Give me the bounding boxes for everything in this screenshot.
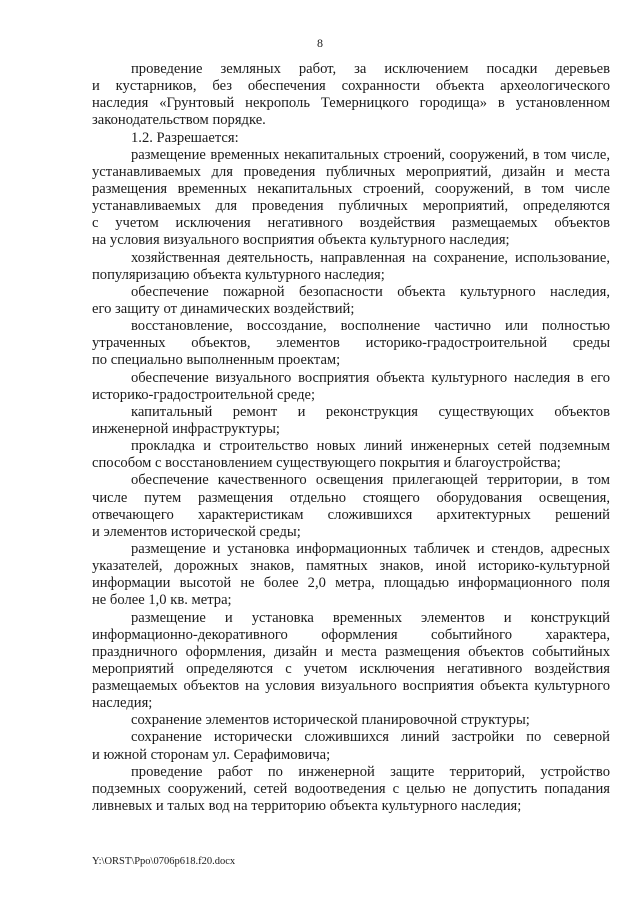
- text-line: размещение временных некапитальных строений, сооружений, в том числе,: [131, 146, 610, 163]
- file-path-footer: Y:\ORST\Ppo\0706p618.f20.docx: [92, 856, 236, 867]
- text-line: и южной сторонам ул. Серафимовича;: [92, 746, 331, 763]
- text-line: капитальный ремонт и реконструкция существующих объектов: [131, 403, 610, 420]
- text-line: ливневых и талых вод на территорию объекта культурного наследия;: [92, 798, 522, 815]
- text-line: восстановление, воссоздание, восполнение частично или полностью: [131, 318, 610, 335]
- body-text: [92, 61, 610, 815]
- text-line: с учетом исключения негативного воздействия размещаемых объектов: [92, 215, 610, 232]
- text-line: сохранение исторически сложившихся линий застройки по северной: [131, 729, 610, 746]
- text-line: размещения временных некапитальных строений, сооружений, в том числе: [92, 180, 610, 197]
- text-line: подземных сооружений, сетей водоотведения с целью не допустить попадания: [92, 780, 610, 797]
- text-line: указателей, дорожных знаков, памятных знаков, иной историко-культурной: [92, 558, 610, 575]
- text-line: наследия;: [92, 695, 153, 712]
- text-line: праздничного оформления, дизайн и места размещения объектов событийных: [92, 643, 610, 660]
- text-line: размещение и установка временных элементов и конструкций: [131, 609, 610, 626]
- text-line: информационно-декоративного оформления событийного характера,: [92, 626, 610, 643]
- text-line: популяризацию объекта культурного наследия;: [92, 266, 385, 283]
- text-line: способом с восстановлением существующего покрытия и благоустройства;: [92, 455, 561, 472]
- text-line: мероприятий определяются с учетом исключения негативного воздействия: [92, 660, 610, 677]
- text-line: утраченных объектов, элементов историко-градостроительной среды: [92, 335, 610, 352]
- text-line: сохранение элементов исторической планировочной структуры;: [131, 712, 530, 729]
- text-line: его защиту от динамических воздействий;: [92, 300, 355, 317]
- text-line: наследия «Грунтовый некрополь Темерницкого городища» в установленном: [92, 95, 610, 112]
- text-line: не более 1,0 кв. метра;: [92, 592, 232, 609]
- text-line: размещаемых объектов на условия визуального восприятия объекта культурного: [92, 678, 610, 695]
- text-line: законодательством порядке.: [92, 112, 266, 129]
- text-line: обеспечение визуального восприятия объекта культурного наследия в его: [131, 369, 610, 386]
- text-line: устанавливаемых для проведения публичных мероприятий, определяются: [92, 198, 610, 215]
- text-line: отвечающего характеристикам сложившихся архитектурных решений: [92, 506, 610, 523]
- text-line: размещение и установка информационных табличек и стендов, адресных: [131, 540, 610, 557]
- text-line: информации высотой не более 2,0 метра, площадью информационного поля: [92, 575, 610, 592]
- text-line: обеспечение пожарной безопасности объекта культурного наследия,: [131, 283, 610, 300]
- page-number: 8: [317, 36, 323, 50]
- text-line: устанавливаемых для проведения публичных мероприятий, дизайн и места: [92, 163, 610, 180]
- text-line: и элементов исторической среды;: [92, 523, 301, 540]
- text-line: по специально выполненным проектам;: [92, 352, 341, 369]
- text-line: хозяйственная деятельность, направленная на сохранение, использование,: [131, 249, 610, 266]
- text-line: и кустарников, без обеспечения сохранности объекта археологического: [92, 78, 610, 95]
- text-line: обеспечение качественного освещения прилегающей территории, в том: [131, 472, 610, 489]
- text-line: на условия визуального восприятия объекта культурного наследия;: [92, 232, 510, 249]
- text-line: 1.2. Разрешается:: [131, 129, 239, 146]
- text-line: проведение работ по инженерной защите территорий, устройство: [131, 763, 610, 780]
- text-line: инженерной инфраструктуры;: [92, 420, 280, 437]
- text-line: проведение земляных работ, за исключением посадки деревьев: [131, 61, 610, 77]
- text-line: числе путем размещения отдельно стоящего оборудования освещения,: [92, 489, 610, 506]
- text-line: прокладка и строительство новых линий инженерных сетей подземным: [131, 438, 610, 455]
- text-line: историко-градостроительной среде;: [92, 386, 316, 403]
